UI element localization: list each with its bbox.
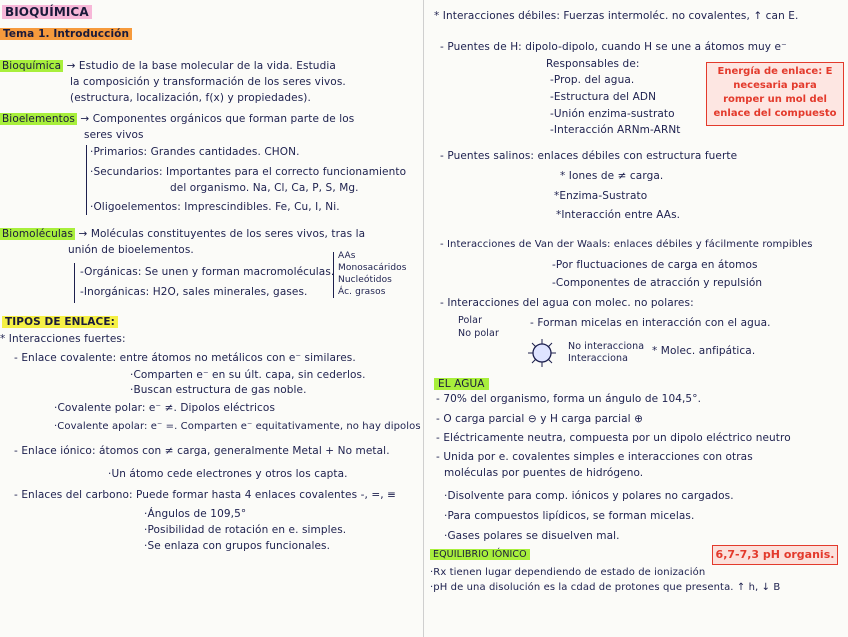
puentes-h-item: -Interacción ARNm-ARNt (550, 124, 681, 136)
puentes-h-item: -Prop. del agua. (550, 74, 635, 86)
micela-label: No interacciona (568, 341, 645, 352)
bioquimica-def-2: la composición y transformación de los seres vivos. (70, 76, 346, 88)
agua-item: ·Gases polares se disuelven mal. (444, 530, 620, 542)
equilibrio-item: ·Rx tienen lugar dependiendo de estado de ionización (430, 567, 706, 578)
carbono-detail: ·Posibilidad de rotación en e. simples. (144, 524, 347, 536)
van-der-waals: - Interacciones de Van der Waals: enlaces débiles y fácilmente rompibles (440, 239, 813, 250)
biomoleculas-organicas: -Orgánicas: Se unen y forman macromoléculas. (80, 266, 335, 278)
page-title: BIOQUÍMICA (2, 6, 92, 20)
term-biomoleculas: Biomoléculas → Moléculas constituyentes de los seres vivos, tras la (2, 228, 366, 240)
biomoleculas-side: Monosacáridos (338, 263, 407, 273)
carbono-detail: ·Ángulos de 109,5° (144, 508, 247, 520)
amphipathic-polar: Polar (458, 315, 483, 326)
bioelementos-item: ·Secundarios: Importantes para el correcto funcionamiento (90, 166, 407, 178)
energia-enlace-box (706, 62, 844, 126)
puentes-h-item: -Estructura del ADN (550, 91, 657, 103)
salinos-item: *Enzima-Sustrato (554, 190, 648, 202)
bioquimica-def-3: (estructura, localización, f(x) y propiedades). (70, 92, 311, 104)
ionico-detail: ·Un átomo cede electrones y otros los capta. (108, 468, 348, 480)
bioelementos-bracket (86, 145, 87, 215)
enlace-covalente: - Enlace covalente: entre átomos no metálicos con e⁻ similares. (14, 352, 356, 364)
term-bioelementos: Bioelementos → Componentes orgánicos que forman parte de los (2, 113, 355, 125)
biomoleculas-side: AAs (338, 251, 356, 261)
agua-item: ·Para compuestos lipídicos, se forman micelas. (444, 510, 695, 522)
puentes-h-sub: Responsables de: (546, 58, 640, 70)
puentes-salinos: - Puentes salinos: enlaces débiles con estructura fuerte (440, 150, 738, 162)
term-bioquimica: Bioquímica → Estudio de la base molecular de la vida. Estudia (2, 60, 336, 72)
covalente-detail: ·Buscan estructura de gas noble. (130, 384, 307, 396)
agua-item: - 70% del organismo, forma un ángulo de 104,5°. (436, 393, 702, 405)
bioelementos-item: del organismo. Na, Cl, Ca, P, S, Mg. (170, 182, 359, 194)
energia-enlace-text: Energía de enlace: E necesaria para romper un mol del enlace del compuesto (713, 66, 837, 119)
bioelementos-def-2: seres vivos (84, 129, 144, 141)
biomoleculas-inorganicas: -Inorgánicas: H2O, sales minerales, gases. (80, 286, 308, 298)
biomoleculas-bracket (74, 263, 75, 303)
salinos-item: *Interacción entre AAs. (556, 209, 681, 221)
enlaces-title: TIPOS DE ENLACE: (2, 316, 118, 329)
carbono-detail: ·Se enlaza con grupos funcionales. (144, 540, 331, 552)
bioelementos-item: ·Oligoelementos: Imprescindibles. Fe, Cu, I, Ni. (90, 201, 340, 213)
equilibrio-title: EQUILIBRIO IÓNICO (430, 548, 530, 561)
covalente-detail: ·Comparten e⁻ en su últ. capa, sin cederlos. (130, 369, 366, 381)
bioelementos-item: ·Primarios: Grandes cantidades. CHON. (90, 146, 300, 158)
micela-label: * Molec. anfipática. (652, 345, 756, 357)
salinos-item: * Iones de ≠ carga. (560, 170, 664, 182)
equilibrio-item: ·pH de una disolución es la cdad de protones que presenta. ↑ h, ↓ B (430, 582, 781, 593)
covalente-apolar: ·Covalente apolar: e⁻ =. Comparten e⁻ equitativamente, no hay dipolos (54, 421, 421, 432)
micelle-icon (527, 338, 557, 368)
vdw-detail: -Componentes de atracción y repulsión (552, 277, 763, 289)
puentes-h-item: -Unión enzima-sustrato (550, 108, 675, 120)
enlace-carbono: - Enlaces del carbono: Puede formar hasta 4 enlaces covalentes -, =, ≡ (14, 489, 397, 501)
el-agua-title: EL AGUA (434, 378, 489, 391)
agua-item: - O carga parcial ⊖ y H carga parcial ⊕ (436, 413, 644, 425)
biomoleculas-side: Nucleótidos (338, 275, 392, 285)
micelas-text: - Forman micelas en interacción con el agua. (530, 317, 771, 329)
puentes-h: - Puentes de H: dipolo-dipolo, cuando H se une a átomos muy e⁻ (440, 41, 787, 53)
ph-box-text: 6,7-7,3 pH organis. (715, 548, 835, 561)
column-divider (423, 0, 424, 637)
ph-box (712, 545, 838, 565)
side-list-bracket (333, 252, 334, 298)
agua-item: ·Disolvente para comp. iónicos y polares no cargados. (444, 490, 734, 502)
agua-item: - Eléctricamente neutra, compuesta por un dipolo eléctrico neutro (436, 432, 791, 444)
vdw-detail: -Por fluctuaciones de carga en átomos (552, 259, 758, 271)
covalente-polar: ·Covalente polar: e⁻ ≠. Dipolos eléctricos (54, 402, 276, 414)
biomoleculas-def-2: unión de bioelementos. (68, 244, 194, 256)
interacciones-agua: - Interacciones del agua con molec. no polares: (440, 297, 694, 309)
agua-item: moléculas por puentes de hidrógeno. (444, 467, 644, 479)
interacciones-fuertes: * Interacciones fuertes: (0, 333, 126, 345)
biomoleculas-side: Ác. grasos (338, 287, 386, 297)
topic-title: Tema 1. Introducción (0, 28, 132, 41)
enlace-ionico: - Enlace iónico: átomos con ≠ carga, generalmente Metal + No metal. (14, 445, 390, 457)
micela-label: Interacciona (568, 353, 629, 364)
amphipathic-nopolar: No polar (458, 328, 499, 339)
agua-item: - Unida por e. covalentes simples e interacciones con otras (436, 451, 753, 463)
interacciones-debiles: * Interacciones débiles: Fuerzas intermoléc. no covalentes, ↑ can E. (434, 10, 799, 22)
